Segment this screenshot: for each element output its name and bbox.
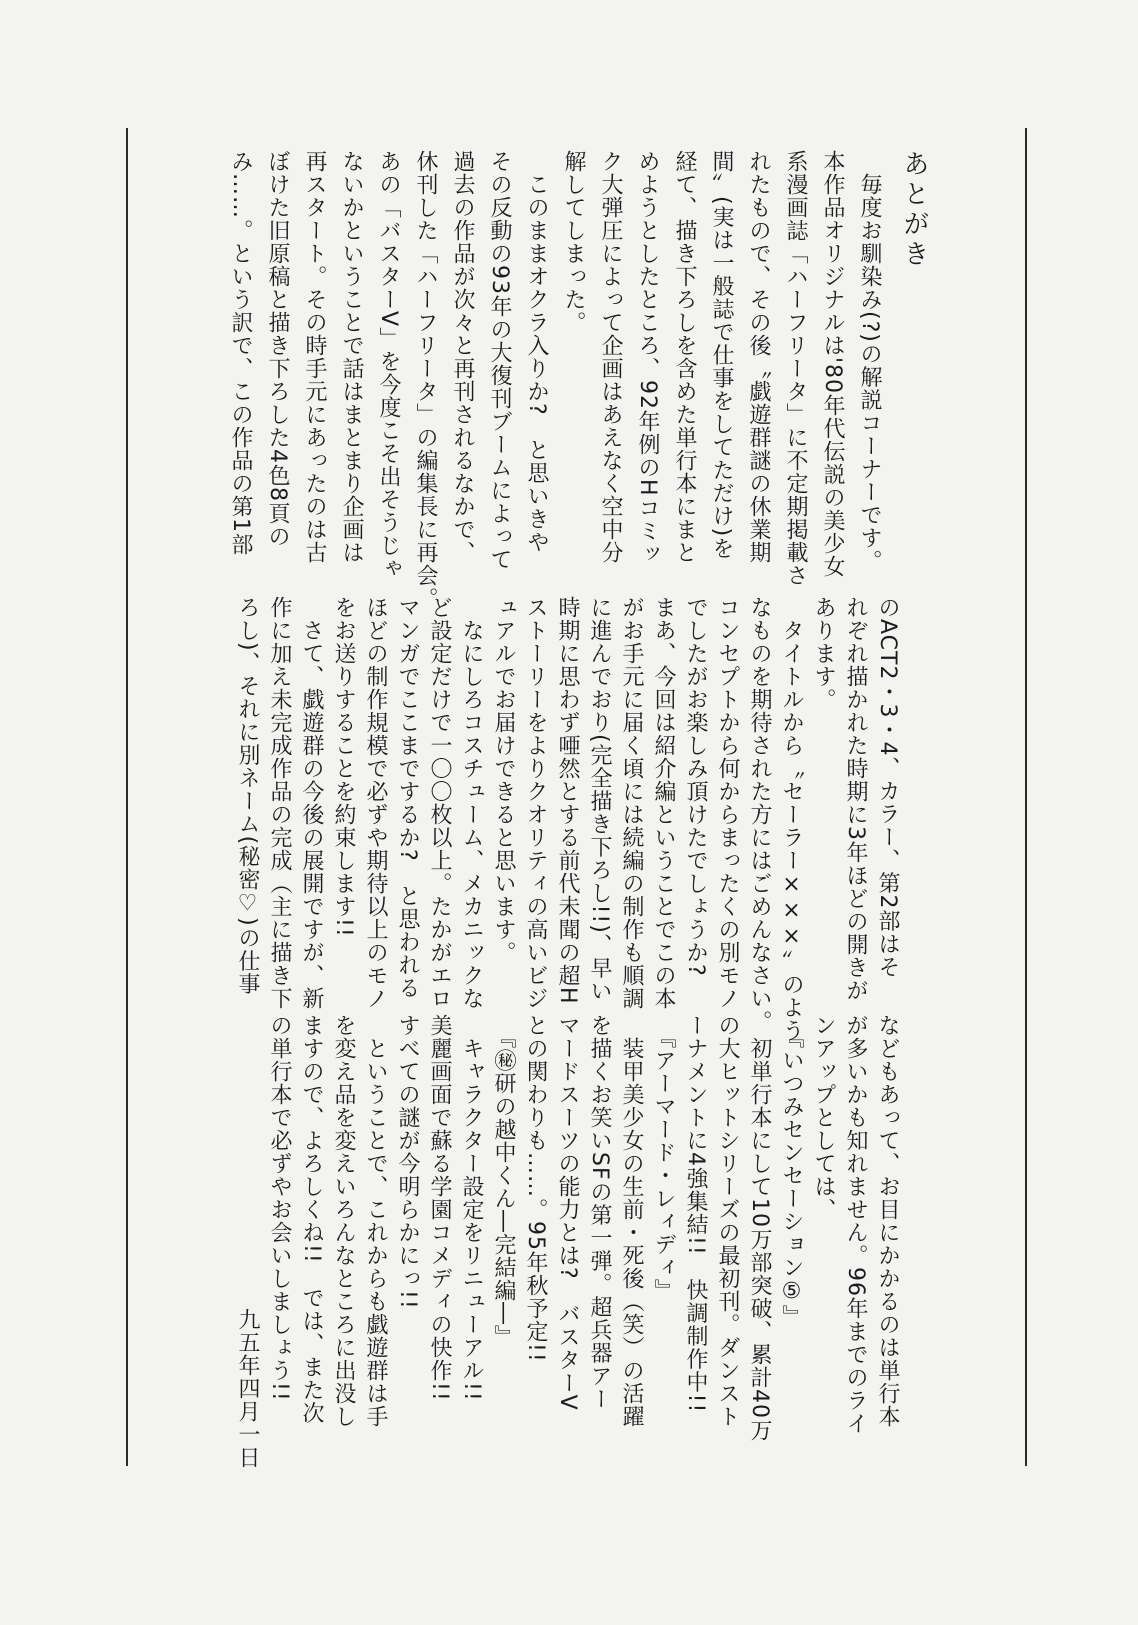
text-column: ほどの制作規模で必ずや期待以上のモノ: [363, 596, 388, 1010]
text-column: キャラクター設定をリニューアル!!: [459, 1014, 484, 1402]
text-column: マンガでここまでするか? と思われる: [395, 596, 420, 1000]
text-column: 『いつみセンセーション⑤』: [779, 1014, 804, 1328]
text-column: を描くお笑いSFの第一弾。超兵器アー: [587, 1014, 612, 1411]
text-column: 美麗画面で蘇る学園コメディの快作!!: [427, 1014, 452, 1402]
text-column: み……。という訳で、この作品の第1部: [228, 150, 253, 556]
text-column: ないかということで話はまとまり企画は: [339, 150, 364, 564]
text-column: 経て、描き下ろしを含めた単行本にまと: [672, 150, 697, 564]
text-column: 解してしまった。: [561, 150, 586, 334]
text-column: ろし)、それに別ネーム(秘密♡)の仕事: [235, 596, 260, 996]
text-column: をお送りすることを約束します!!: [331, 596, 356, 938]
text-column: に進んでおり(完全描き下ろし!!)、早い: [587, 596, 612, 1003]
text-column: コンセプトから何からまったくの別モノ: [715, 596, 740, 1010]
afterword-title: あとがき: [899, 150, 929, 270]
text-column: がお手元に届く頃には続編の制作も順調: [619, 596, 644, 1010]
text-column: れたもので、その後〝戯遊群謎の休業期: [746, 150, 771, 564]
text-column: ストーリーをよりクオリティの高いビジ: [523, 596, 548, 1010]
text-column: 『アーマード・レィディ』: [651, 1014, 676, 1302]
text-column: の単行本で必ずやお会いしましょう!!: [267, 1014, 292, 1402]
text-column: ーナメントに4強集結!! 快調制作中!!: [683, 1014, 708, 1414]
text-block-middle: [231, 596, 903, 1042]
text-column: ぼけた旧原稿と描き下ろした4色8頁の: [265, 150, 290, 548]
text-column: あります。: [811, 596, 836, 711]
text-column: すべての謎が今明らかにっ!!: [395, 1014, 420, 1310]
text-column: ンアップとしては、: [811, 1014, 836, 1221]
text-column: マードスーツの能力とは? バスターV: [555, 1014, 580, 1411]
text-column: なにしろコスチューム、メカニックな: [459, 596, 484, 1010]
text-column: ますので、よろしくね!! では、また次: [299, 1014, 324, 1425]
text-column: ということで、これからも戯遊群は手: [363, 1014, 388, 1428]
text-column: 休刊した「ハーフリータ」の編集長に再会。: [413, 150, 438, 610]
text-column: 初単行本にして10万部突破、累計40万: [747, 1014, 772, 1442]
text-column: その反動の93年の大復刊ブームによって: [487, 150, 512, 571]
text-column: タイトルから〝セーラー×××〟のよう: [779, 596, 804, 1042]
text-column: まあ、今回は紹介編ということでこの本: [651, 596, 676, 1010]
text-column: 間〟(実は一般誌で仕事をしてただけ)を: [709, 150, 734, 561]
text-column: あの「バスターV」を今度こそ出そうじゃ: [376, 150, 401, 581]
text-column: 毎度お馴染み(?)の解説コーナーです。: [857, 150, 882, 573]
text-column: めようとしたところ、92年例のHコミッ: [635, 150, 660, 566]
text-column: を変え品を変えいろんなところに出没し: [331, 1014, 356, 1428]
text-column: のACT2・3・4、カラー、第2部はそ: [875, 596, 900, 979]
text-column: さて、戯遊群の今後の展開ですが、新: [299, 596, 324, 1010]
text-column: なものを期待された方にはごめんなさい。: [747, 596, 772, 1033]
text-column: 装甲美少女の生前・死後（笑）の活躍: [619, 1014, 644, 1428]
text-block-lower: [231, 1014, 903, 1469]
text-column: 作に加え未完成作品の完成（主に描き下: [267, 596, 292, 1010]
text-column: が多いかも知れません。96年までのライ: [843, 1014, 868, 1435]
text-column: このままオクラ入りか? と思いきや: [524, 150, 549, 554]
text-column: れぞれ描かれた時期に3年ほどの開きが: [843, 596, 868, 1002]
text-column: との関わりも……。95年秋予定!!: [523, 1014, 548, 1363]
left-border-rule: [126, 128, 128, 1466]
text-column: 時期に思わず唖然とする前代未聞の超H: [555, 596, 580, 1005]
text-column: 再スタート。その時手元にあったのは古: [302, 150, 327, 564]
right-border-rule: [1025, 128, 1027, 1466]
text-column: 本作品オリジナルは'80年代伝説の美少女: [820, 150, 845, 579]
date-line: 九五年四月一日: [235, 1308, 260, 1469]
text-column: 過去の作品が次々と再刊されるなかで、: [450, 150, 475, 564]
text-column: ュアルでお届けできると思います。: [491, 596, 516, 964]
text-column: ク大弾圧によって企画はあえなく空中分: [598, 150, 623, 564]
text-block-upper: [222, 150, 888, 610]
text-column: ど設定だけで一〇〇枚以上。たかがエロ: [427, 596, 452, 1010]
text-column: などもあって、お目にかかるのは単行本: [875, 1014, 900, 1428]
text-column: 『㊙研の越中くん―完結編―』: [491, 1014, 516, 1348]
text-column: 系漫画誌「ハーフリータ」に不定期掲載さ: [783, 150, 808, 587]
text-column: の大ヒットシリーズの最初刊。ダンスト: [715, 1014, 740, 1428]
text-column: でしたがお楽しみ頂けたでしょうか?: [683, 596, 708, 977]
